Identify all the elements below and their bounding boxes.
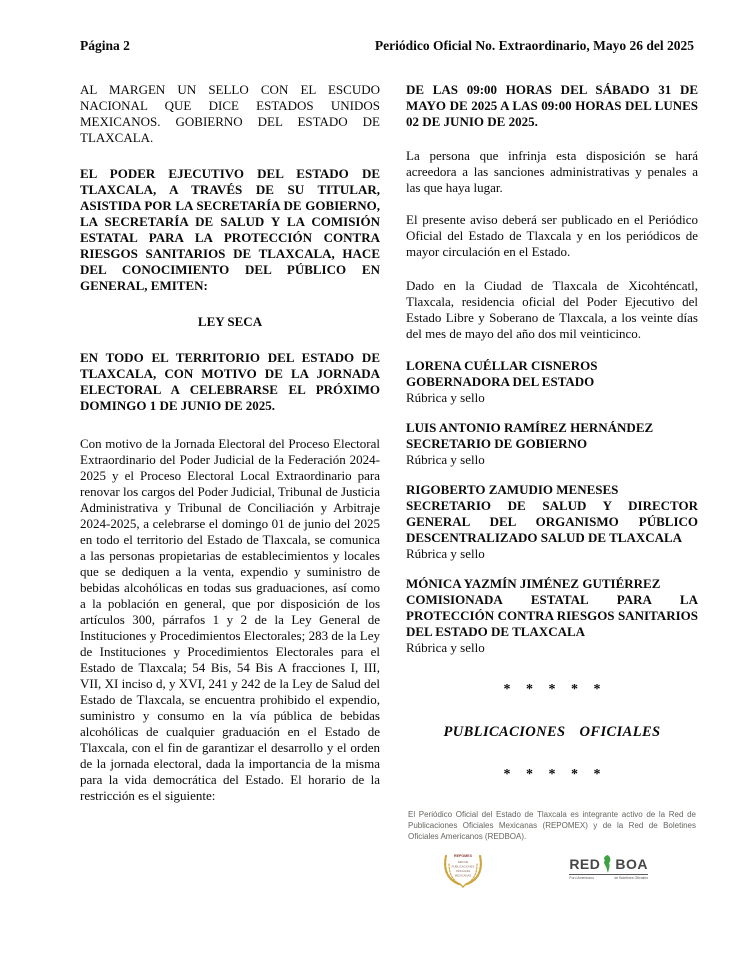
signatory-name: MÓNICA YAZMÍN JIMÉNEZ GUTIÉRREZ bbox=[406, 576, 661, 591]
redboa-word-red: RED bbox=[569, 856, 601, 872]
signatory-name: LORENA CUÉLLAR CISNEROS bbox=[406, 358, 598, 373]
redboa-word-boa: BOA bbox=[615, 856, 648, 872]
signatory-title: SECRETARIO DE GOBIERNO bbox=[406, 436, 588, 451]
signatory-title: SECRETARIO DE SALUD Y DIRECTOR GENERAL DEL ORGANISMO PÚBLICO DESCENTRALIZADO SALUD DE TLAXCALA bbox=[406, 498, 698, 545]
repomex-wreath-icon bbox=[440, 848, 486, 888]
paragraph-publication-notice: El presente aviso deberá ser publicado en el Periódico Oficial del Estado de Tlaxcala y en los periódicos de mayor circulación en el Estado. bbox=[406, 212, 698, 259]
signature-note: Rúbrica y sello bbox=[406, 640, 485, 655]
footer-logos-row bbox=[406, 848, 698, 888]
signatory-name: LUIS ANTONIO RAMÍREZ HERNÁNDEZ bbox=[406, 420, 654, 435]
redboa-logo bbox=[569, 855, 648, 881]
signature-block-governor bbox=[406, 358, 698, 406]
redboa-subtitle-left: Foro Americano bbox=[569, 876, 595, 880]
repomex-logo-line2: PUBLICACIONES bbox=[451, 864, 475, 869]
signature-note: Rúbrica y sello bbox=[406, 452, 485, 467]
signatory-title: COMISIONADA ESTATAL PARA LA PROTECCIÓN CONTRA RIESGOS SANITARIOS DEL ESTADO DE TLAXCALA bbox=[406, 592, 698, 639]
signature-note: Rúbrica y sello bbox=[406, 546, 485, 561]
repomex-logo-line4: MEXICANAS bbox=[454, 873, 472, 878]
publication-title: Periódico Oficial No. Extraordinario, Mayo 26 del 2025 bbox=[374, 38, 694, 53]
redboa-americas-icon bbox=[602, 855, 613, 873]
asterisk-divider-top: * * * * * bbox=[503, 682, 601, 697]
page-number-label: Página 2 bbox=[80, 38, 130, 53]
signature-block-health-secretary bbox=[406, 482, 698, 562]
paragraph-legal-body: Con motivo de la Jornada Electoral del Proceso Electoral Extraordinario del Poder Judicial de la Federación 2024-2025 y el Proceso Electoral Local Extraordinario para renovar los cargos del Poder Judicial, Tribunal de Justicia Administrativa y Tribunal de Conciliación y Arbitraje 2024-2025, a celebrarse el domingo 01 de junio del 2025 en todo el territorio del Estado de Tlaxcala, se comunica a las personas propietarias de establecimientos y locales que se dediquen a la venta, expendio y suministro de bebidas alcohólicas en todas sus graduaciones, así como a la población en general, que por disposición de los artículos 300, párrafos 1 y 2 de la Ley General de Instituciones y Procedimientos Electorales; 283 de la Ley de Instituciones y Procedimientos Electorales para el Estado de Tlaxcala; 54 Bis, 54 Bis A fracciones I, III, VII, XI inciso d, y XVI, 241 y 242 de la Ley de Salud del Estado de Tlaxcala, se encuentra prohibido el expendio, suministro y consumo en la vía pública de bebidas alcohólicas de cualquier graduación en el Estado de Tlaxcala, con el fin de garantizar el desarrollo y el orden de la jornada electoral, dada la importancia de la misma para la vida democrática del Estado. El horario de la restricción es el siguiente: bbox=[80, 436, 380, 803]
section-heading-ley-seca: LEY SECA bbox=[197, 314, 263, 329]
paragraph-issued-at: Dado en la Ciudad de Tlaxcala de Xicohténcatl, Tlaxcala, residencia oficial del Poder Ejecutivo del Estado Libre y Soberano de Tlaxcala, a los veinte días del mes de mayo del año dos mil veinticinco. bbox=[406, 278, 698, 341]
signature-block-state-commissioner bbox=[406, 576, 698, 656]
repomex-logo-line3: OFICIALES bbox=[455, 869, 471, 873]
redboa-subtitle bbox=[569, 876, 648, 881]
page-header bbox=[80, 38, 694, 54]
two-column-body bbox=[80, 82, 698, 888]
signature-block-government-secretary bbox=[406, 420, 698, 468]
paragraph-seal-notice: AL MARGEN UN SELLO CON EL ESCUDO NACIONAL QUE DICE ESTADOS UNIDOS MEXICANOS. GOBIERNO DEL ESTADO DE TLAXCALA. bbox=[80, 82, 380, 145]
paragraph-executive-power: EL PODER EJECUTIVO DEL ESTADO DE TLAXCALA, A TRAVÉS DE SU TITULAR, ASISTIDA POR LA SECRETARÍA DE GOBIERNO, LA SECRETARÍA DE SALUD Y LA COMISIÓN ESTATAL PARA LA PROTECCIÓN CONTRA RIESGOS SANITARIOS DE TLAXCALA, HACE DEL CONOCIMIENTO DEL PÚBLICO EN GENERAL, EMITEN: bbox=[80, 166, 380, 293]
official-publications-title: PUBLICACIONES OFICIALES bbox=[443, 724, 661, 740]
repomex-logo-line1: RED DE bbox=[457, 860, 469, 864]
redboa-subtitle-right: de Boletines Oficiales bbox=[614, 876, 648, 880]
footer-membership-box bbox=[406, 809, 698, 888]
paragraph-sanctions: La persona que infrinja esta disposición se hará acreedora a las sanciones administrativas y penales a las que haya lugar. bbox=[406, 148, 698, 195]
repomex-logo-title: REPOMEX bbox=[454, 854, 472, 858]
signatory-name: RIGOBERTO ZAMUDIO MENESES bbox=[406, 482, 619, 497]
paragraph-restriction-schedule: DE LAS 09:00 HORAS DEL SÁBADO 31 DE MAYO DE 2025 A LAS 09:00 HORAS DEL LUNES 02 DE JUNIO DE 2025. bbox=[406, 82, 698, 129]
signature-note: Rúbrica y sello bbox=[406, 390, 485, 405]
footer-membership-note: El Periódico Oficial del Estado de Tlaxcala es integrante activo de la Red de Publicaciones Oficiales Mexicanas (REPOMEX) y de la Red de Boletines Oficiales Americanos (REDBOA). bbox=[408, 810, 696, 841]
asterisk-divider-bottom: * * * * * bbox=[503, 767, 601, 782]
right-column bbox=[406, 82, 698, 888]
redboa-wordmark bbox=[569, 855, 648, 875]
signatory-title: GOBERNADORA DEL ESTADO bbox=[406, 374, 595, 389]
paragraph-territory-decree: EN TODO EL TERRITORIO DEL ESTADO DE TLAXCALA, CON MOTIVO DE LA JORNADA ELECTORAL A CELEBRARSE EL PRÓXIMO DOMINGO 1 DE JUNIO DE 2025. bbox=[80, 350, 380, 413]
left-column bbox=[80, 82, 380, 888]
